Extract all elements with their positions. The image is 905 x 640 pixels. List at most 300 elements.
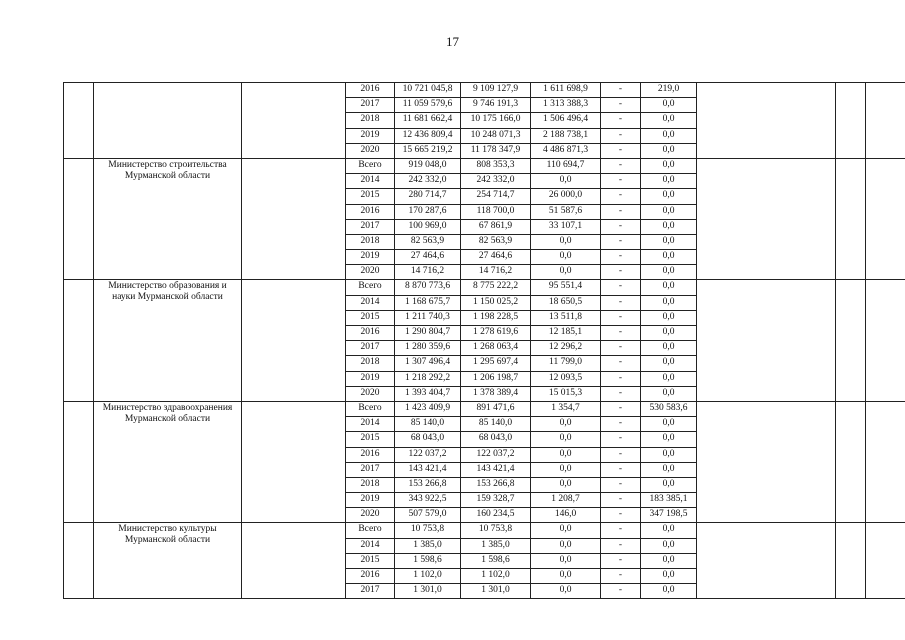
total-cell: 85 140,0 xyxy=(395,417,461,432)
indicator-cell xyxy=(697,143,836,158)
note-cell xyxy=(866,295,905,310)
local-budget-cell: - xyxy=(601,204,641,219)
local-budget-cell: - xyxy=(601,371,641,386)
total-cell: 1 598,6 xyxy=(395,553,461,568)
blank-cell xyxy=(242,158,346,280)
note-cell xyxy=(866,250,905,265)
note-cell xyxy=(866,204,905,219)
federal-budget-cell: 12 093,5 xyxy=(531,371,601,386)
federal-budget-cell: 15 015,3 xyxy=(531,386,601,401)
year-cell: 2015 xyxy=(346,553,395,568)
total-cell: 242 332,0 xyxy=(395,174,461,189)
value-cell xyxy=(836,158,866,173)
indicator-cell xyxy=(697,204,836,219)
indicator-cell xyxy=(697,234,836,249)
value-cell xyxy=(836,508,866,523)
federal-budget-cell: 0,0 xyxy=(531,250,601,265)
total-cell: 100 969,0 xyxy=(395,219,461,234)
other-cell: 0,0 xyxy=(641,113,697,128)
indicator-cell xyxy=(697,432,836,447)
federal-budget-cell: 0,0 xyxy=(531,265,601,280)
note-cell xyxy=(866,569,905,584)
federal-budget-cell: 0,0 xyxy=(531,477,601,492)
value-cell xyxy=(836,189,866,204)
regional-budget-cell: 242 332,0 xyxy=(461,174,531,189)
value-cell xyxy=(836,523,866,538)
value-cell xyxy=(836,295,866,310)
organization-cell: Министерство образования и науки Мурманской области xyxy=(94,280,242,402)
value-cell xyxy=(836,234,866,249)
value-cell xyxy=(836,341,866,356)
federal-budget-cell: 1 313 388,3 xyxy=(531,98,601,113)
regional-budget-cell: 1 278 619,6 xyxy=(461,326,531,341)
total-cell: 68 043,0 xyxy=(395,432,461,447)
year-cell: 2020 xyxy=(346,265,395,280)
total-cell: 919 048,0 xyxy=(395,158,461,173)
value-cell xyxy=(836,569,866,584)
federal-budget-cell: 0,0 xyxy=(531,584,601,599)
regional-budget-cell: 891 471,6 xyxy=(461,401,531,416)
indicator-cell xyxy=(697,493,836,508)
indicator-cell xyxy=(697,189,836,204)
note-cell xyxy=(866,508,905,523)
federal-budget-cell: 1 611 698,9 xyxy=(531,83,601,98)
other-cell: 0,0 xyxy=(641,280,697,295)
value-cell xyxy=(836,265,866,280)
indicator-cell xyxy=(697,447,836,462)
regional-budget-cell: 1 295 697,4 xyxy=(461,356,531,371)
other-cell: 0,0 xyxy=(641,371,697,386)
regional-budget-cell: 1 206 198,7 xyxy=(461,371,531,386)
total-cell: 343 922,5 xyxy=(395,493,461,508)
note-cell xyxy=(866,113,905,128)
federal-budget-cell: 1 506 496,4 xyxy=(531,113,601,128)
regional-budget-cell: 254 714,7 xyxy=(461,189,531,204)
other-cell: 0,0 xyxy=(641,295,697,310)
note-cell xyxy=(866,98,905,113)
total-cell: 1 301,0 xyxy=(395,584,461,599)
other-cell: 0,0 xyxy=(641,310,697,325)
federal-budget-cell: 11 799,0 xyxy=(531,356,601,371)
value-cell xyxy=(836,493,866,508)
federal-budget-cell: 0,0 xyxy=(531,462,601,477)
regional-budget-cell: 8 775 222,2 xyxy=(461,280,531,295)
indicator-cell xyxy=(697,477,836,492)
note-cell xyxy=(866,417,905,432)
local-budget-cell: - xyxy=(601,386,641,401)
other-cell: 183 385,1 xyxy=(641,493,697,508)
federal-budget-cell: 0,0 xyxy=(531,417,601,432)
value-cell xyxy=(836,386,866,401)
value-cell xyxy=(836,326,866,341)
year-cell: Всего xyxy=(346,158,395,173)
federal-budget-cell: 0,0 xyxy=(531,234,601,249)
total-cell: 1 307 496,4 xyxy=(395,356,461,371)
indicator-cell xyxy=(697,417,836,432)
regional-budget-cell: 160 234,5 xyxy=(461,508,531,523)
regional-budget-cell: 27 464,6 xyxy=(461,250,531,265)
year-cell: 2018 xyxy=(346,356,395,371)
indicator-cell xyxy=(697,174,836,189)
note-cell xyxy=(866,310,905,325)
federal-budget-cell: 4 486 871,3 xyxy=(531,143,601,158)
total-cell: 507 579,0 xyxy=(395,508,461,523)
total-cell: 1 385,0 xyxy=(395,538,461,553)
other-cell: 0,0 xyxy=(641,462,697,477)
other-cell: 0,0 xyxy=(641,341,697,356)
regional-budget-cell: 10 248 071,3 xyxy=(461,128,531,143)
local-budget-cell: - xyxy=(601,417,641,432)
value-cell xyxy=(836,98,866,113)
year-cell: 2018 xyxy=(346,234,395,249)
regional-budget-cell: 9 746 191,3 xyxy=(461,98,531,113)
table-row xyxy=(64,280,905,295)
value-cell xyxy=(836,356,866,371)
note-cell xyxy=(866,326,905,341)
local-budget-cell: - xyxy=(601,128,641,143)
other-cell: 0,0 xyxy=(641,174,697,189)
federal-budget-cell: 0,0 xyxy=(531,553,601,568)
local-budget-cell: - xyxy=(601,538,641,553)
indicator-cell xyxy=(697,128,836,143)
regional-budget-cell: 122 037,2 xyxy=(461,447,531,462)
total-cell: 14 716,2 xyxy=(395,265,461,280)
other-cell: 0,0 xyxy=(641,326,697,341)
indicator-cell xyxy=(697,584,836,599)
indicator-cell xyxy=(697,158,836,173)
federal-budget-cell: 1 208,7 xyxy=(531,493,601,508)
total-cell: 1 218 292,2 xyxy=(395,371,461,386)
year-cell: 2020 xyxy=(346,508,395,523)
total-cell: 122 037,2 xyxy=(395,447,461,462)
organization-cell: Министерство строительства Мурманской области xyxy=(94,158,242,280)
year-cell: 2017 xyxy=(346,219,395,234)
organization-cell: Министерство культуры Мурманской области xyxy=(94,523,242,599)
federal-budget-cell: 26 000,0 xyxy=(531,189,601,204)
value-cell xyxy=(836,462,866,477)
federal-budget-cell: 12 296,2 xyxy=(531,341,601,356)
local-budget-cell: - xyxy=(601,189,641,204)
local-budget-cell: - xyxy=(601,401,641,416)
regional-budget-cell: 85 140,0 xyxy=(461,417,531,432)
year-cell: 2016 xyxy=(346,204,395,219)
table-row xyxy=(64,83,905,98)
federal-budget-cell: 33 107,1 xyxy=(531,219,601,234)
other-cell: 530 583,6 xyxy=(641,401,697,416)
organization-cell xyxy=(94,83,242,159)
other-cell: 0,0 xyxy=(641,447,697,462)
index-cell xyxy=(64,523,94,599)
total-cell: 12 436 809,4 xyxy=(395,128,461,143)
year-cell: 2020 xyxy=(346,143,395,158)
year-cell: 2014 xyxy=(346,295,395,310)
other-cell: 0,0 xyxy=(641,250,697,265)
total-cell: 1 168 675,7 xyxy=(395,295,461,310)
regional-budget-cell: 1 102,0 xyxy=(461,569,531,584)
local-budget-cell: - xyxy=(601,432,641,447)
year-cell: 2018 xyxy=(346,477,395,492)
indicator-cell xyxy=(697,98,836,113)
total-cell: 1 423 409,9 xyxy=(395,401,461,416)
other-cell: 0,0 xyxy=(641,432,697,447)
value-cell xyxy=(836,83,866,98)
total-cell: 11 059 579,6 xyxy=(395,98,461,113)
local-budget-cell: - xyxy=(601,98,641,113)
note-cell xyxy=(866,432,905,447)
indicator-cell xyxy=(697,83,836,98)
value-cell xyxy=(836,310,866,325)
index-cell xyxy=(64,158,94,280)
value-cell xyxy=(836,113,866,128)
financing-table xyxy=(63,82,905,599)
page-number: 17 xyxy=(446,34,459,49)
other-cell: 0,0 xyxy=(641,584,697,599)
value-cell xyxy=(836,143,866,158)
year-cell: 2017 xyxy=(346,98,395,113)
federal-budget-cell: 146,0 xyxy=(531,508,601,523)
total-cell: 1 280 359,6 xyxy=(395,341,461,356)
local-budget-cell: - xyxy=(601,280,641,295)
blank-cell xyxy=(242,83,346,159)
local-budget-cell: - xyxy=(601,219,641,234)
local-budget-cell: - xyxy=(601,356,641,371)
year-cell: Всего xyxy=(346,523,395,538)
regional-budget-cell: 1 378 389,4 xyxy=(461,386,531,401)
note-cell xyxy=(866,280,905,295)
year-cell: 2019 xyxy=(346,493,395,508)
federal-budget-cell: 2 188 738,1 xyxy=(531,128,601,143)
regional-budget-cell: 9 109 127,9 xyxy=(461,83,531,98)
local-budget-cell: - xyxy=(601,265,641,280)
regional-budget-cell: 1 301,0 xyxy=(461,584,531,599)
total-cell: 15 665 219,2 xyxy=(395,143,461,158)
regional-budget-cell: 82 563,9 xyxy=(461,234,531,249)
note-cell xyxy=(866,477,905,492)
regional-budget-cell: 10 753,8 xyxy=(461,523,531,538)
note-cell xyxy=(866,447,905,462)
index-cell xyxy=(64,401,94,523)
regional-budget-cell: 10 175 166,0 xyxy=(461,113,531,128)
total-cell: 170 287,6 xyxy=(395,204,461,219)
table-row xyxy=(64,158,905,173)
local-budget-cell: - xyxy=(601,310,641,325)
other-cell: 0,0 xyxy=(641,538,697,553)
total-cell: 1 290 804,7 xyxy=(395,326,461,341)
indicator-cell xyxy=(697,401,836,416)
regional-budget-cell: 67 861,9 xyxy=(461,219,531,234)
year-cell: 2016 xyxy=(346,569,395,584)
note-cell xyxy=(866,462,905,477)
local-budget-cell: - xyxy=(601,295,641,310)
regional-budget-cell: 808 353,3 xyxy=(461,158,531,173)
local-budget-cell: - xyxy=(601,158,641,173)
indicator-cell xyxy=(697,569,836,584)
indicator-cell xyxy=(697,508,836,523)
year-cell: 2016 xyxy=(346,326,395,341)
total-cell: 27 464,6 xyxy=(395,250,461,265)
indicator-cell xyxy=(697,280,836,295)
regional-budget-cell: 159 328,7 xyxy=(461,493,531,508)
total-cell: 11 681 662,4 xyxy=(395,113,461,128)
federal-budget-cell: 0,0 xyxy=(531,523,601,538)
year-cell: 2019 xyxy=(346,371,395,386)
note-cell xyxy=(866,584,905,599)
year-cell: 2014 xyxy=(346,174,395,189)
other-cell: 219,0 xyxy=(641,83,697,98)
year-cell: 2016 xyxy=(346,83,395,98)
value-cell xyxy=(836,128,866,143)
total-cell: 1 211 740,3 xyxy=(395,310,461,325)
local-budget-cell: - xyxy=(601,174,641,189)
total-cell: 8 870 773,6 xyxy=(395,280,461,295)
note-cell xyxy=(866,265,905,280)
other-cell: 0,0 xyxy=(641,158,697,173)
note-cell xyxy=(866,128,905,143)
regional-budget-cell: 1 385,0 xyxy=(461,538,531,553)
year-cell: 2015 xyxy=(346,189,395,204)
note-cell xyxy=(866,219,905,234)
federal-budget-cell: 18 650,5 xyxy=(531,295,601,310)
note-cell xyxy=(866,401,905,416)
federal-budget-cell: 13 511,8 xyxy=(531,310,601,325)
local-budget-cell: - xyxy=(601,83,641,98)
other-cell: 0,0 xyxy=(641,477,697,492)
local-budget-cell: - xyxy=(601,508,641,523)
blank-cell xyxy=(242,280,346,402)
note-cell xyxy=(866,83,905,98)
year-cell: 2018 xyxy=(346,113,395,128)
other-cell: 0,0 xyxy=(641,523,697,538)
federal-budget-cell: 12 185,1 xyxy=(531,326,601,341)
local-budget-cell: - xyxy=(601,493,641,508)
year-cell: 2015 xyxy=(346,310,395,325)
value-cell xyxy=(836,219,866,234)
other-cell: 0,0 xyxy=(641,143,697,158)
note-cell xyxy=(866,523,905,538)
other-cell: 0,0 xyxy=(641,386,697,401)
note-cell xyxy=(866,386,905,401)
value-cell xyxy=(836,204,866,219)
other-cell: 0,0 xyxy=(641,204,697,219)
value-cell xyxy=(836,401,866,416)
indicator-cell xyxy=(697,310,836,325)
other-cell: 0,0 xyxy=(641,265,697,280)
other-cell: 0,0 xyxy=(641,98,697,113)
federal-budget-cell: 0,0 xyxy=(531,174,601,189)
indicator-cell xyxy=(697,356,836,371)
indicator-cell xyxy=(697,523,836,538)
value-cell xyxy=(836,584,866,599)
federal-budget-cell: 110 694,7 xyxy=(531,158,601,173)
regional-budget-cell: 118 700,0 xyxy=(461,204,531,219)
local-budget-cell: - xyxy=(601,143,641,158)
local-budget-cell: - xyxy=(601,569,641,584)
other-cell: 0,0 xyxy=(641,189,697,204)
indicator-cell xyxy=(697,341,836,356)
regional-budget-cell: 1 598,6 xyxy=(461,553,531,568)
total-cell: 143 421,4 xyxy=(395,462,461,477)
regional-budget-cell: 11 178 347,9 xyxy=(461,143,531,158)
local-budget-cell: - xyxy=(601,250,641,265)
value-cell xyxy=(836,280,866,295)
year-cell: 2017 xyxy=(346,341,395,356)
other-cell: 0,0 xyxy=(641,553,697,568)
total-cell: 10 721 045,8 xyxy=(395,83,461,98)
regional-budget-cell: 1 198 228,5 xyxy=(461,310,531,325)
value-cell xyxy=(836,553,866,568)
note-cell xyxy=(866,356,905,371)
total-cell: 1 102,0 xyxy=(395,569,461,584)
indicator-cell xyxy=(697,219,836,234)
other-cell: 0,0 xyxy=(641,234,697,249)
value-cell xyxy=(836,250,866,265)
note-cell xyxy=(866,371,905,386)
table-row xyxy=(64,523,905,538)
year-cell: 2019 xyxy=(346,250,395,265)
indicator-cell xyxy=(697,462,836,477)
blank-cell xyxy=(242,401,346,523)
total-cell: 280 714,7 xyxy=(395,189,461,204)
regional-budget-cell: 143 421,4 xyxy=(461,462,531,477)
local-budget-cell: - xyxy=(601,113,641,128)
value-cell xyxy=(836,432,866,447)
local-budget-cell: - xyxy=(601,477,641,492)
year-cell: 2017 xyxy=(346,584,395,599)
year-cell: 2019 xyxy=(346,128,395,143)
value-cell xyxy=(836,538,866,553)
local-budget-cell: - xyxy=(601,447,641,462)
note-cell xyxy=(866,189,905,204)
indicator-cell xyxy=(697,250,836,265)
value-cell xyxy=(836,417,866,432)
value-cell xyxy=(836,174,866,189)
indicator-cell xyxy=(697,295,836,310)
value-cell xyxy=(836,447,866,462)
other-cell: 0,0 xyxy=(641,569,697,584)
federal-budget-cell: 95 551,4 xyxy=(531,280,601,295)
value-cell xyxy=(836,477,866,492)
note-cell xyxy=(866,553,905,568)
other-cell: 0,0 xyxy=(641,219,697,234)
year-cell: 2016 xyxy=(346,447,395,462)
indicator-cell xyxy=(697,265,836,280)
table-row xyxy=(64,401,905,416)
total-cell: 82 563,9 xyxy=(395,234,461,249)
local-budget-cell: - xyxy=(601,234,641,249)
other-cell: 0,0 xyxy=(641,128,697,143)
year-cell: Всего xyxy=(346,401,395,416)
local-budget-cell: - xyxy=(601,553,641,568)
index-cell xyxy=(64,280,94,402)
regional-budget-cell: 14 716,2 xyxy=(461,265,531,280)
indicator-cell xyxy=(697,326,836,341)
regional-budget-cell: 1 268 063,4 xyxy=(461,341,531,356)
note-cell xyxy=(866,234,905,249)
total-cell: 1 393 404,7 xyxy=(395,386,461,401)
year-cell: 2015 xyxy=(346,432,395,447)
local-budget-cell: - xyxy=(601,584,641,599)
regional-budget-cell: 1 150 025,2 xyxy=(461,295,531,310)
year-cell: 2017 xyxy=(346,462,395,477)
other-cell: 0,0 xyxy=(641,356,697,371)
indicator-cell xyxy=(697,538,836,553)
local-budget-cell: - xyxy=(601,341,641,356)
year-cell: 2020 xyxy=(346,386,395,401)
federal-budget-cell: 51 587,6 xyxy=(531,204,601,219)
federal-budget-cell: 0,0 xyxy=(531,538,601,553)
note-cell xyxy=(866,174,905,189)
value-cell xyxy=(836,371,866,386)
